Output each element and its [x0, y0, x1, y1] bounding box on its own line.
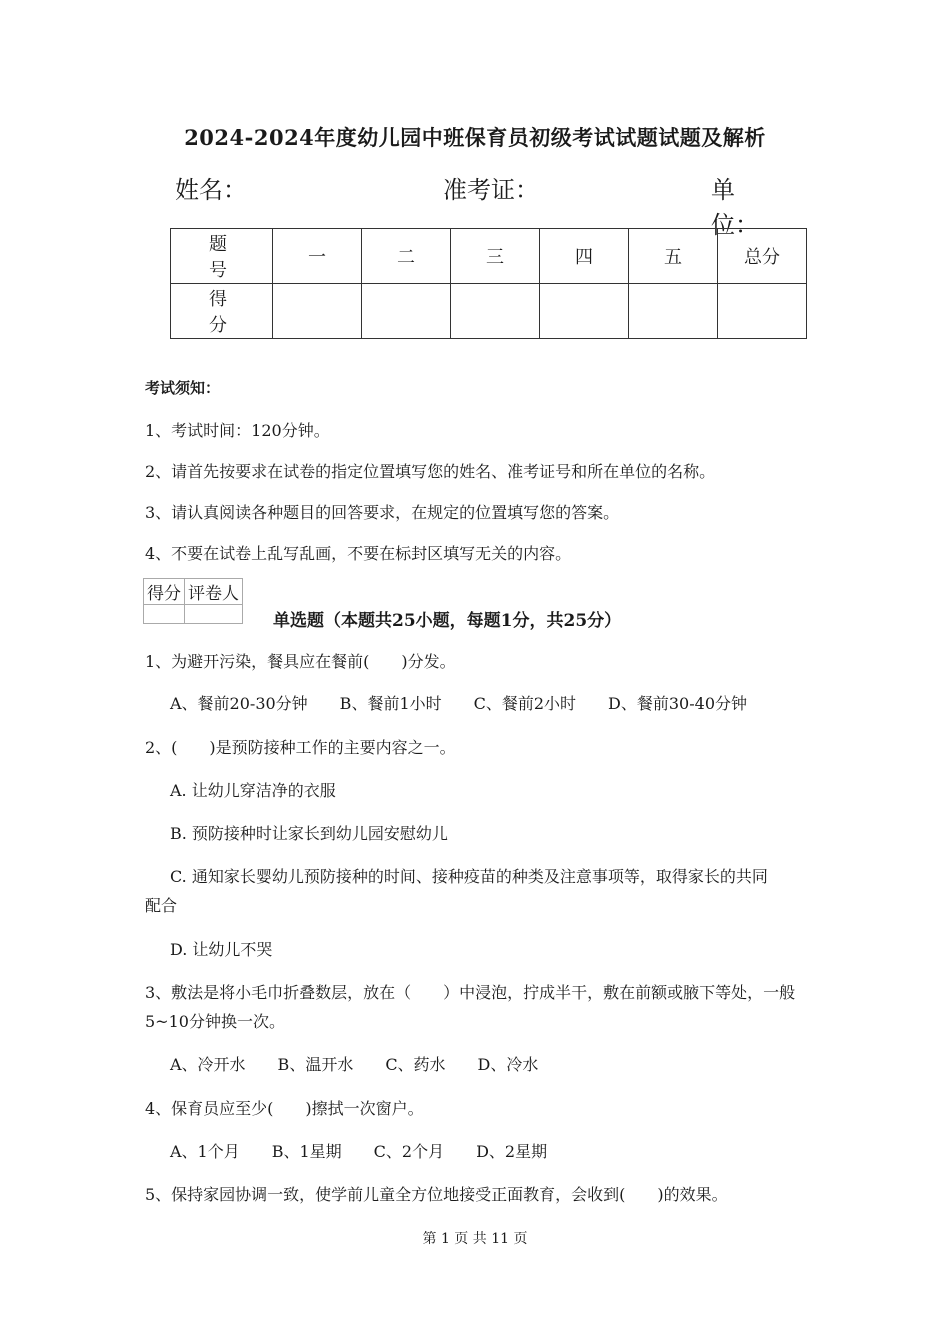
question-option: C. 通知家长婴幼儿预防接种的时间、接种疫苗的种类及注意事项等，取得家长的共同	[170, 867, 768, 886]
question-stem: 4、保育员应至少( )擦拭一次窗户。	[145, 1099, 424, 1118]
page-title: 2024-2024年度幼儿园中班保育员初级考试试题试题及解析	[184, 125, 766, 150]
grader-box	[143, 578, 243, 624]
question-option: B. 预防接种时让家长到幼儿园安慰幼儿	[170, 824, 448, 843]
score-cell[interactable]	[629, 284, 718, 339]
score-table-header-cell: 四	[540, 229, 629, 284]
score-table-header-cell: 二	[362, 229, 451, 284]
notice-item: 1、考试时间：120分钟。	[145, 421, 330, 440]
grader-reviewer-cell[interactable]	[185, 605, 243, 624]
question-options: A、冷开水 B、温开水 C、药水 D、冷水	[170, 1055, 539, 1074]
question-stem: 5、保持家园协调一致，使学前儿童全方位地接受正面教育，会收到( )的效果。	[145, 1185, 728, 1204]
notice-item: 3、请认真阅读各种题目的回答要求，在规定的位置填写您的答案。	[145, 503, 620, 522]
score-table-header-cell: 五	[629, 229, 718, 284]
question-stem-continued: 5~10分钟换一次。	[145, 1012, 285, 1031]
question-option: A. 让幼儿穿洁净的衣服	[170, 781, 336, 800]
unit-field-label: 单位：	[711, 176, 759, 239]
score-cell[interactable]	[273, 284, 362, 339]
score-cell[interactable]	[718, 284, 807, 339]
score-table-header-row	[171, 229, 807, 284]
page-footer: 第 1 页 共 11 页	[422, 1231, 528, 1247]
grader-score-cell[interactable]	[144, 605, 185, 624]
grader-score-label: 得分	[144, 579, 185, 605]
score-table-score-row	[171, 284, 807, 339]
name-field-label: 姓名：	[175, 176, 247, 204]
score-cell[interactable]	[540, 284, 629, 339]
question-stem: 1、为避开污染，餐具应在餐前( )分发。	[145, 652, 456, 671]
grader-reviewer-label: 评卷人	[185, 579, 243, 605]
section-title: 单选题（本题共25小题，每题1分，共25分）	[273, 611, 622, 631]
question-option: D. 让幼儿不哭	[170, 940, 273, 959]
candidate-info-fields	[175, 170, 780, 239]
score-cell[interactable]	[362, 284, 451, 339]
score-table-header-label: 题 号	[171, 229, 273, 284]
notice-item: 2、请首先按要求在试卷的指定位置填写您的姓名、准考证号和所在单位的名称。	[145, 462, 716, 481]
score-cell[interactable]	[451, 284, 540, 339]
score-table-header-cell: 总分	[718, 229, 807, 284]
question-stem: 3、敷法是将小毛巾折叠数层，放在（ ）中浸泡，拧成半干，敷在前额或腋下等处，一般	[145, 983, 796, 1002]
score-table-header-cell: 三	[451, 229, 540, 284]
question-stem: 2、( )是预防接种工作的主要内容之一。	[145, 738, 456, 757]
question-options: A、1个月 B、1星期 C、2个月 D、2星期	[170, 1142, 548, 1161]
notice-title: 考试须知：	[145, 379, 221, 397]
question-options: A、餐前20-30分钟 B、餐前1小时 C、餐前2小时 D、餐前30-40分钟	[170, 694, 747, 713]
exam-number-field-label: 准考证：	[443, 176, 539, 204]
score-table-score-label: 得 分	[171, 284, 273, 339]
notice-item: 4、不要在试卷上乱写乱画，不要在标封区填写无关的内容。	[145, 544, 572, 563]
score-table	[170, 228, 807, 339]
score-table-header-cell: 一	[273, 229, 362, 284]
question-option-continued: 配合	[145, 896, 178, 915]
